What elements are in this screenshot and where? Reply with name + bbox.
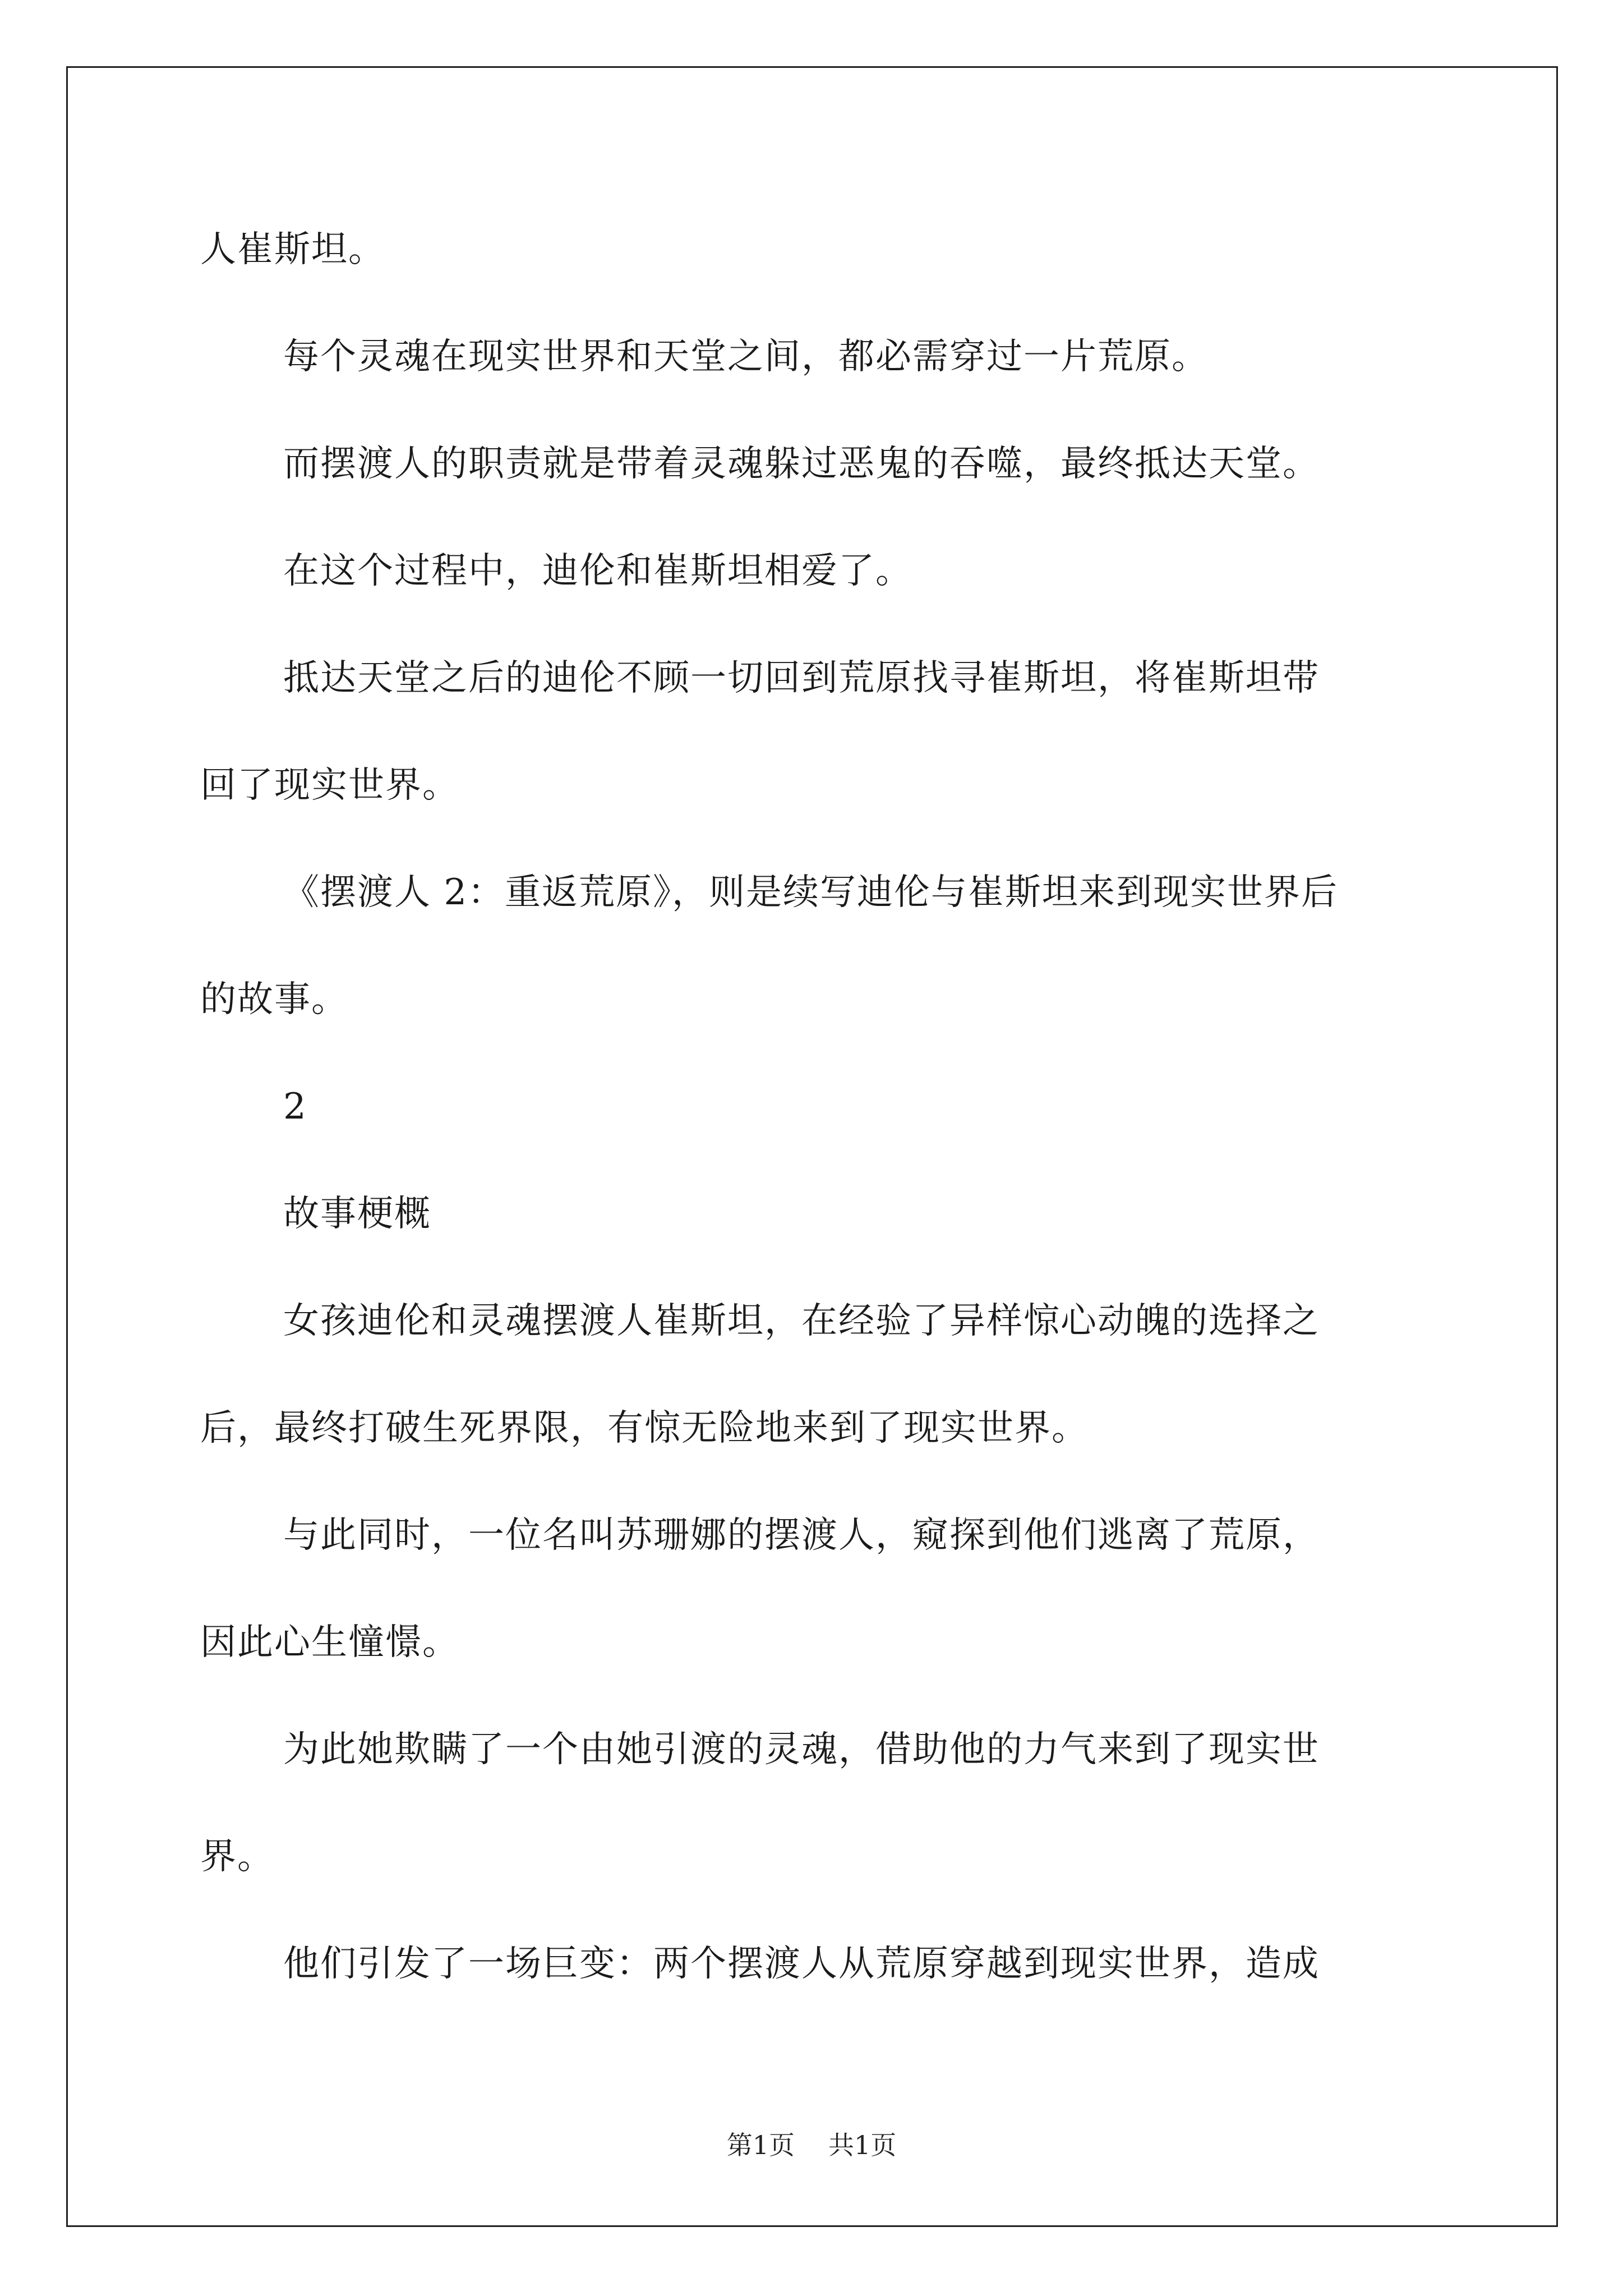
text-line-5: 抵达天堂之后的迪伦不顾一切回到荒原找寻崔斯坦，将崔斯坦带: [283, 657, 1320, 699]
text-line-17: 他们引发了一场巨变：两个摆渡人从荒原穿越到现实世界，造成: [283, 1943, 1320, 1985]
text-line-4: 在这个过程中，迪伦和崔斯坦相爱了。: [283, 550, 912, 592]
text-line-11: 女孩迪伦和灵魂摆渡人崔斯坦，在经验了异样惊心动魄的选择之: [283, 1300, 1320, 1342]
text-line-12: 后，最终打破生死界限，有惊无险地来到了现实世界。: [200, 1407, 1089, 1449]
text-line-1: 人崔斯坦。: [200, 229, 385, 270]
text-line-3: 而摆渡人的职责就是带着灵魂躲过恶鬼的吞噬，最终抵达天堂。: [283, 443, 1320, 485]
page-footer: [0, 2129, 1623, 2161]
text-line-8: 的故事。: [200, 979, 348, 1020]
text-line-14: 因此心生憧憬。: [200, 1622, 459, 1663]
section-number: 2: [283, 1086, 307, 1128]
text-line-7: 《摆渡人 2：重返荒原》，则是续写迪伦与崔斯坦来到现实世界后: [283, 872, 1339, 913]
section-heading: 故事梗概: [283, 1193, 431, 1235]
page-total: 共1页: [828, 2130, 897, 2160]
text-line-16: 界。: [200, 1836, 274, 1878]
text-line-15: 为此她欺瞒了一个由她引渡的灵魂，借助他的力气来到了现实世: [283, 1729, 1320, 1770]
page-number: 第1页: [726, 2130, 795, 2160]
text-line-13: 与此同时，一位名叫苏珊娜的摆渡人，窥探到他们逃离了荒原，: [283, 1515, 1320, 1556]
page-border: [66, 66, 1558, 2227]
text-line-2: 每个灵魂在现实世界和天堂之间，都必需穿过一片荒原。: [283, 336, 1209, 378]
text-line-6: 回了现实世界。: [200, 765, 459, 806]
